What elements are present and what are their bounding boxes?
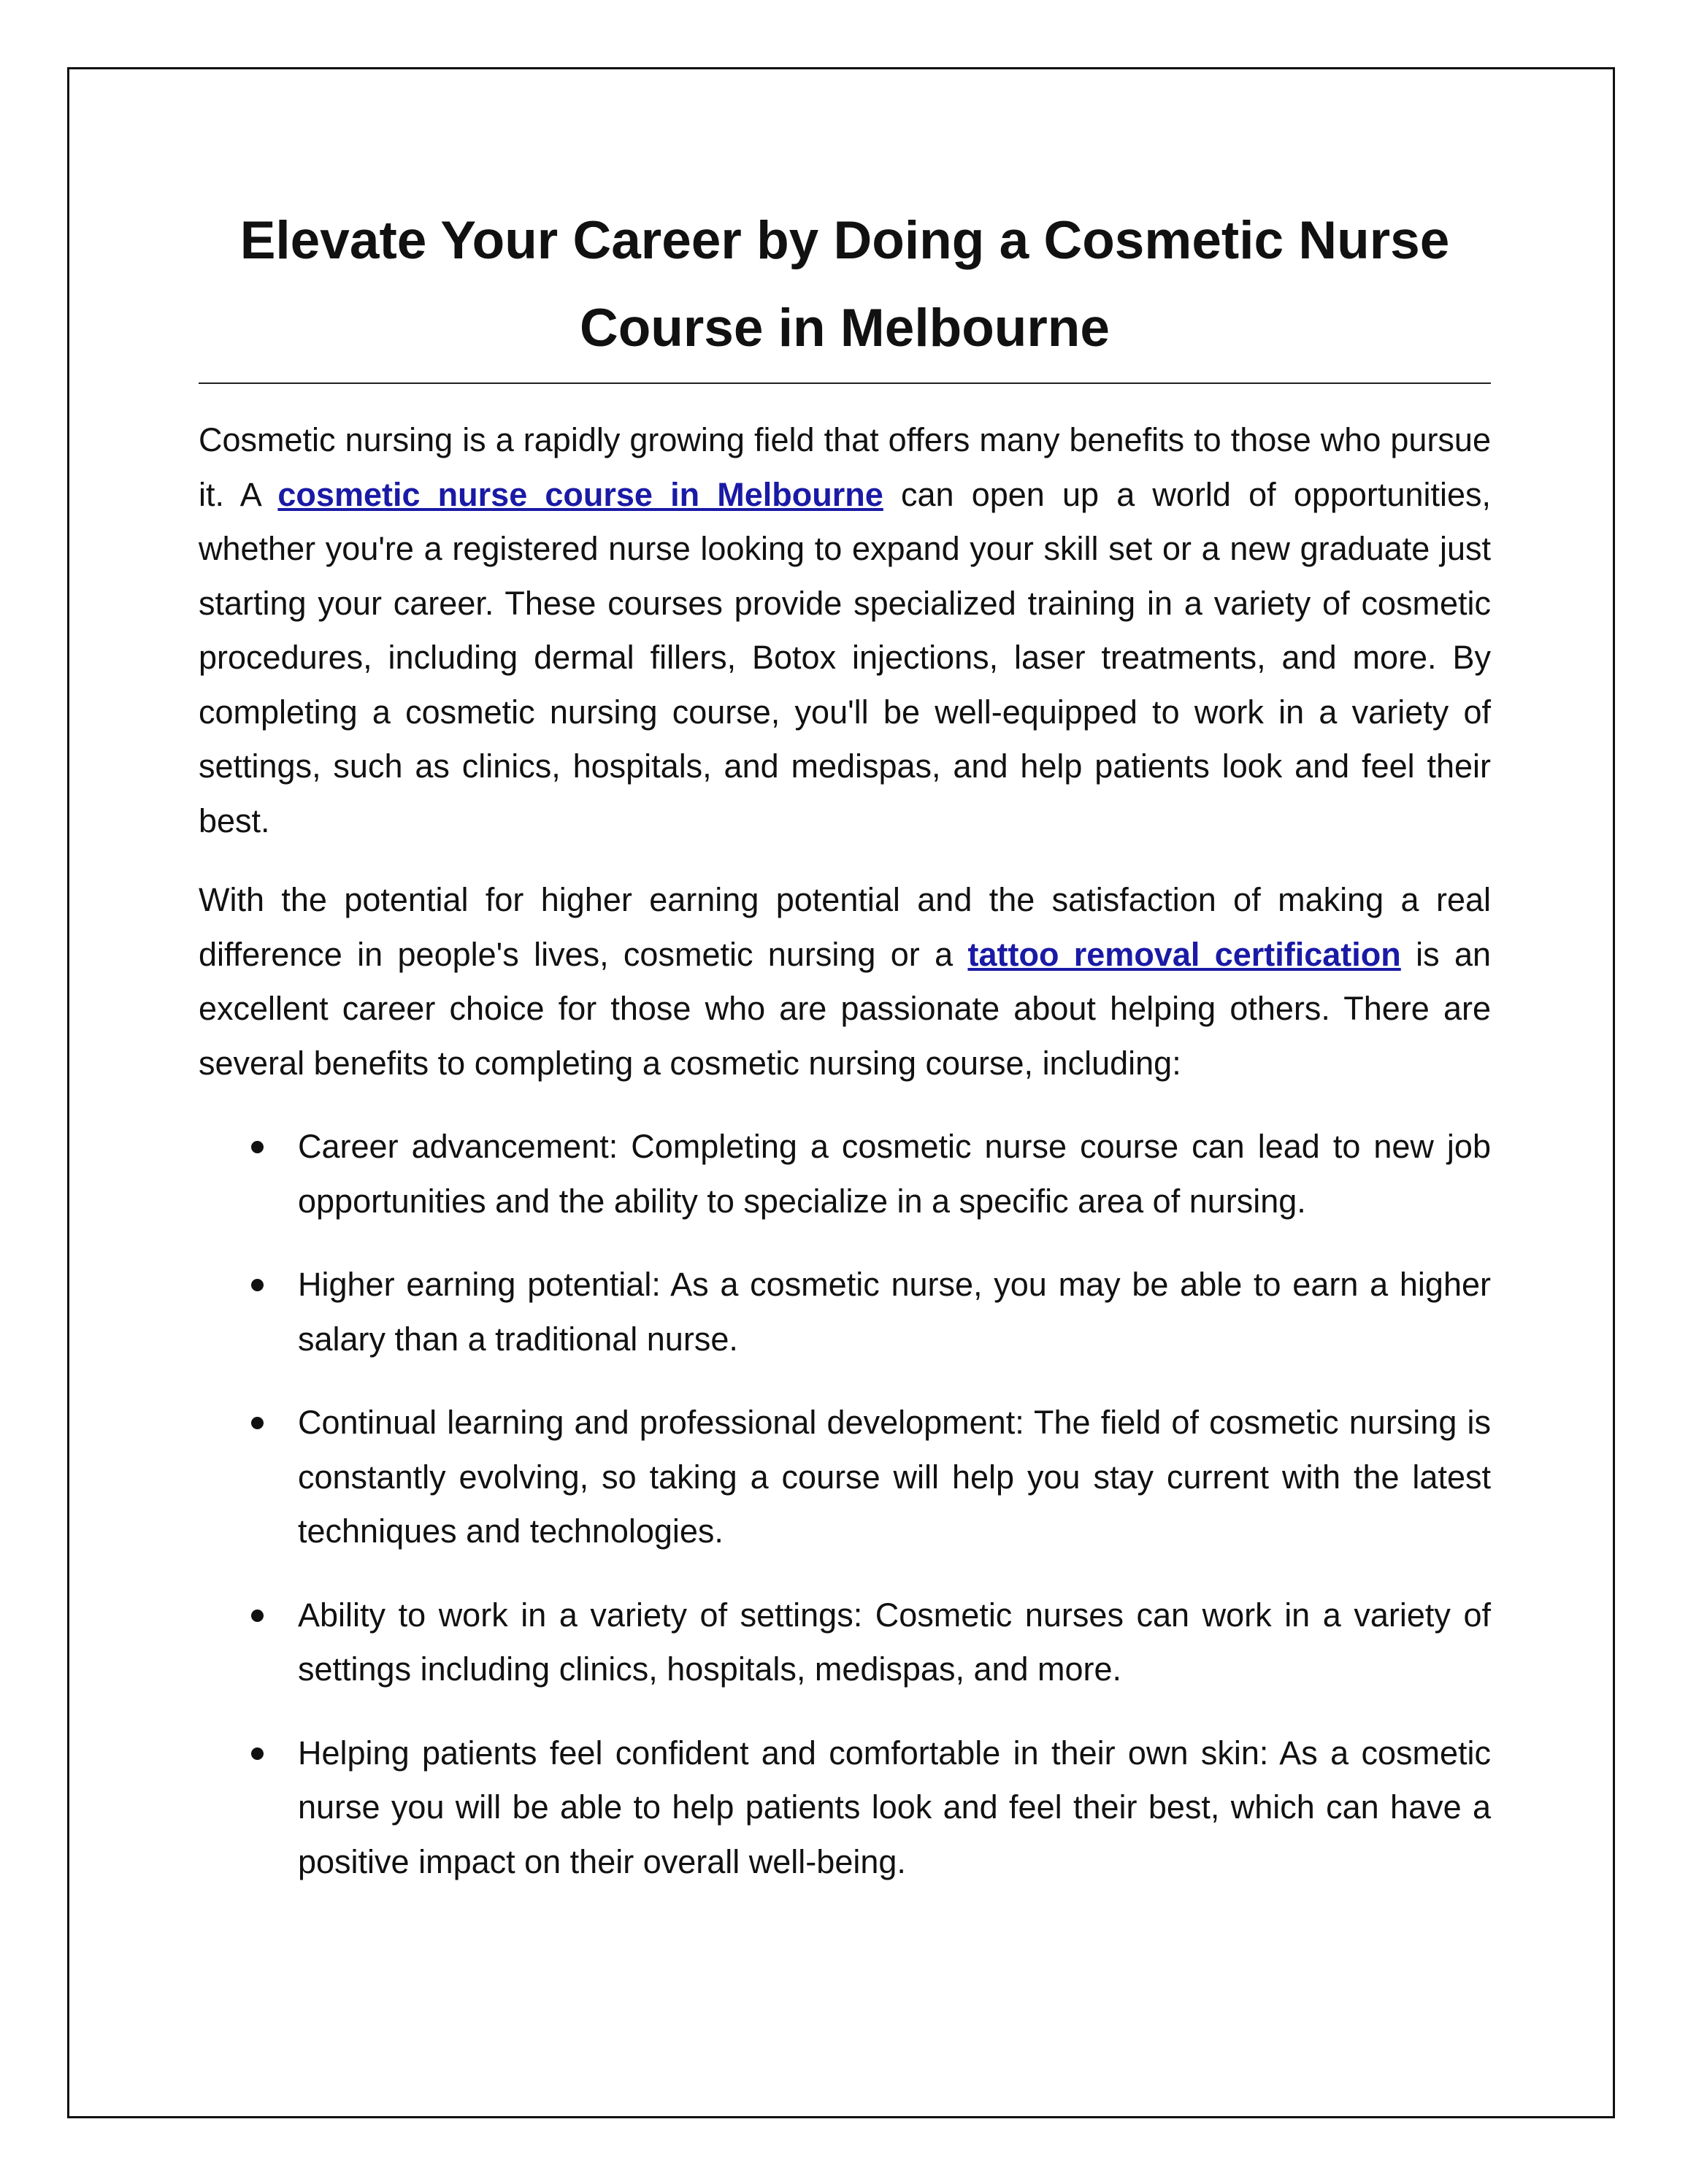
document-body — [199, 197, 1491, 1918]
list-item — [199, 1588, 1491, 1697]
intro-paragraph — [199, 413, 1491, 848]
list-item-text: Higher earning potential: As a cosmetic nurse, you may be able to earn a higher salary than a traditional nurse. — [298, 1266, 1491, 1358]
bullet-icon — [251, 1141, 264, 1153]
bullet-icon — [251, 1279, 264, 1291]
list-item-text: Career advancement: Completing a cosmetic nurse course can lead to new job opportunities and the ability to specialize in a specific area of nursing. — [298, 1128, 1491, 1220]
intro-text-start: Cosmetic nursing is a rapidly growing field that offers many benefits to those who pursue it. A — [199, 421, 1491, 513]
tattoo-removal-certification-link[interactable]: tattoo removal certification — [967, 935, 1401, 973]
page-title: Elevate Your Career by Doing a Cosmetic Nurse Course in Melbourne — [239, 211, 1450, 358]
benefits-intro-text-end: is an excellent career choice for those who are passionate about helping others. There are several benefits to completing a cosmetic nursing course, including: — [199, 935, 1491, 1082]
cosmetic-nurse-course-link[interactable]: cosmetic nurse course in Melbourne — [277, 475, 883, 513]
bullet-icon — [251, 1747, 264, 1760]
benefits-intro-text-start: With the potential for higher earning potential and the satisfaction of making a real difference in people's lives, cosmetic nursing or a — [199, 881, 1491, 973]
intro-text-end: can open up a world of opportunities, whether you're a registered nurse looking to expand your skill set or a new graduate just starting your career. These courses provide specialized training in a variety of cosmetic procedures, including dermal fillers, Botox injections, laser treatments, and more. By completing a cosmetic nursing course, you'll be well-equipped to work in a variety of settings, such as clinics, hospitals, and medispas, and help patients look and feel their best. — [199, 475, 1492, 839]
list-item — [199, 1120, 1491, 1228]
list-item — [199, 1726, 1491, 1890]
list-item-text: Ability to work in a variety of settings: Cosmetic nurses can work in a variety of settings including clinics, hospitals, medispas, and more. — [298, 1596, 1491, 1688]
list-item-text: Continual learning and professional development: The field of cosmetic nursing is constantly evolving, so taking a course will help you stay current with the latest techniques and technologies. — [298, 1404, 1491, 1550]
bullet-icon — [251, 1610, 264, 1622]
title-divider — [199, 382, 1491, 384]
benefits-intro-paragraph — [199, 873, 1491, 1091]
list-item-text: Helping patients feel confident and comfortable in their own skin: As a cosmetic nurse you will be able to help patients look and feel their best, which can have a positive impact on their overall well-being. — [298, 1734, 1491, 1880]
bullet-icon — [251, 1417, 264, 1429]
benefits-list — [199, 1120, 1491, 1889]
list-item — [199, 1396, 1491, 1559]
list-item — [199, 1258, 1491, 1366]
